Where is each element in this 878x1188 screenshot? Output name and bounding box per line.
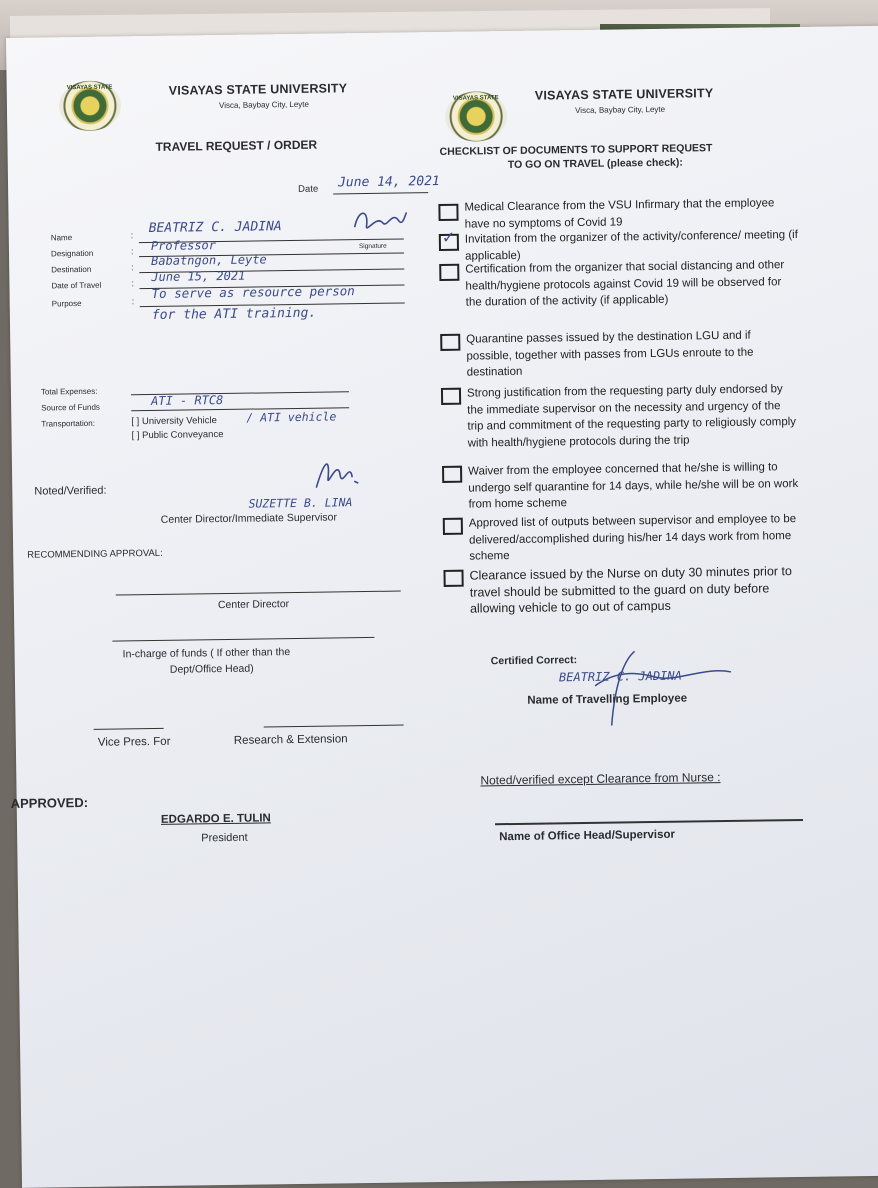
in-charge-label: In-charge of funds ( If other than the bbox=[122, 646, 291, 661]
checkbox-icon[interactable] bbox=[441, 388, 461, 405]
purpose-value: To serve as resource person bbox=[151, 283, 355, 301]
colon: : bbox=[130, 230, 134, 241]
checkbox-icon[interactable] bbox=[443, 570, 463, 587]
checklist-title-line1: CHECKLIST OF DOCUMENTS TO SUPPORT REQUEST bbox=[439, 142, 713, 158]
destination-value: Babatngon, Leyte bbox=[151, 252, 267, 268]
signature-label: Signature bbox=[358, 242, 387, 251]
purpose-value-line2: for the ATI training. bbox=[151, 305, 317, 323]
source-of-funds-label: Source of Funds bbox=[41, 402, 100, 413]
designation-label: Designation bbox=[50, 248, 94, 259]
colon: : bbox=[131, 278, 135, 289]
checklist-item: Strong justification from the requesting party duly endorsed by the immediate supervisor on the necessity and urgency of the trip and commitment of the requesting party to religiously comply with health/hygiene protocols during the trip bbox=[466, 383, 797, 450]
checklist-item: Approved list of outputs between supervisor and employee to be delivered/accomplished during his/her 14 days work from home scheme bbox=[468, 513, 797, 563]
president-name: EDGARDO E. TULIN bbox=[160, 812, 271, 826]
checkbox-icon[interactable] bbox=[438, 204, 458, 221]
checklist-item: Clearance issued by the Nurse on duty 30 minutes prior to travel should be submitted to the guard on duty before allowing vehicle to go out of campus bbox=[469, 564, 793, 616]
date-value: June 14, 2021 bbox=[337, 173, 440, 191]
vp-line-left bbox=[94, 728, 164, 730]
noted-except-label: Noted/verified except Clearance from Nurse : bbox=[480, 770, 721, 788]
transport-option-university-vehicle: [ ] University Vehicle bbox=[131, 415, 217, 428]
checkbox-icon[interactable] bbox=[442, 466, 462, 483]
recommending-approval-label: RECOMMENDING APPROVAL: bbox=[27, 547, 163, 561]
in-charge-line bbox=[112, 637, 374, 642]
checkbox-icon[interactable] bbox=[440, 334, 460, 351]
left-university-address: Visca, Baybay City, Leyte bbox=[218, 99, 309, 111]
transport-handwritten: / ATI vehicle bbox=[246, 409, 337, 425]
checklist-item: Certification from the organizer that social distancing and other health/hygiene protocols against Covid 19 will be observed for the duration of the activity (if applicable) bbox=[465, 259, 785, 309]
employee-signature-name: BEATRIZ C. JADINA bbox=[558, 668, 682, 685]
in-charge-label-line2: Dept/Office Head) bbox=[169, 662, 254, 676]
left-university-name: VISAYAS STATE UNIVERSITY bbox=[168, 81, 348, 98]
destination-label: Destination bbox=[51, 264, 92, 275]
approved-label: APPROVED: bbox=[10, 794, 89, 812]
checklist-item: Quarantine passes issued by the destination LGU and if possible, together with passes from LGUs enroute to the destination bbox=[466, 329, 754, 379]
checkmark-icon: ✓ bbox=[441, 229, 456, 247]
purpose-label: Purpose bbox=[51, 298, 82, 309]
name-label: Name bbox=[50, 233, 73, 243]
office-head-label: Name of Office Head/Supervisor bbox=[499, 828, 676, 844]
date-of-travel-value: June 15, 2021 bbox=[151, 268, 246, 284]
university-seal-icon: VISAYAS STATE bbox=[445, 91, 508, 142]
right-university-name: VISAYAS STATE UNIVERSITY bbox=[534, 86, 714, 103]
right-university-address: Visca, Baybay City, Leyte bbox=[575, 104, 666, 116]
supervisor-signature bbox=[310, 451, 367, 494]
travel-request-sheet bbox=[6, 26, 878, 1188]
supervisor-title: Center Director/Immediate Supervisor bbox=[160, 511, 338, 526]
date-label: Date bbox=[298, 183, 319, 195]
checklist-title-line2: TO GO ON TRAVEL (please check): bbox=[507, 156, 683, 172]
noted-verified-label: Noted/Verified: bbox=[34, 484, 107, 498]
travelling-employee-label: Name of Travelling Employee bbox=[527, 692, 688, 707]
colon: : bbox=[131, 296, 135, 307]
colon: : bbox=[130, 246, 134, 257]
name-value: BEATRIZ C. JADINA bbox=[148, 219, 282, 237]
designation-value: Professor bbox=[150, 238, 217, 253]
source-of-funds-value: ATI - RTC8 bbox=[150, 393, 224, 409]
checklist-item: Medical Clearance from the VSU Infirmary that the employee have no symptoms of Covid 19 bbox=[464, 197, 775, 231]
research-extension-label: Research & Extension bbox=[233, 733, 348, 747]
center-director-label: Center Director bbox=[217, 598, 290, 612]
center-director-line bbox=[116, 591, 401, 596]
colon: : bbox=[131, 262, 134, 273]
certified-correct-label: Certified Correct: bbox=[490, 654, 578, 668]
checklist-item: Waiver from the employee concerned that he/she is willing to undergo self quarantine for 14 days, while he/she will be on work from home scheme bbox=[468, 461, 799, 511]
president-title: President bbox=[201, 831, 248, 845]
applicant-signature bbox=[346, 204, 408, 239]
transportation-label: Transportation: bbox=[41, 418, 95, 429]
vice-president-label: Vice Pres. For bbox=[97, 735, 171, 749]
date-of-travel-label: Date of Travel bbox=[51, 280, 102, 291]
university-seal-icon: VISAYAS STATE bbox=[59, 80, 122, 131]
transport-option-public-conveyance: [ ] Public Conveyance bbox=[131, 429, 224, 442]
checklist-item: Invitation from the organizer of the activity/conference/ meeting (if applicable) bbox=[464, 228, 798, 263]
supervisor-name: SUZETTE B. LINA bbox=[248, 495, 353, 511]
checkbox-icon[interactable] bbox=[443, 518, 463, 535]
date-underline bbox=[333, 192, 428, 194]
travel-request-title: TRAVEL REQUEST / ORDER bbox=[155, 137, 318, 154]
office-head-line bbox=[495, 819, 803, 825]
checkbox-icon[interactable] bbox=[439, 264, 459, 281]
vp-line-right bbox=[264, 725, 404, 728]
total-expenses-label: Total Expenses: bbox=[40, 386, 98, 397]
